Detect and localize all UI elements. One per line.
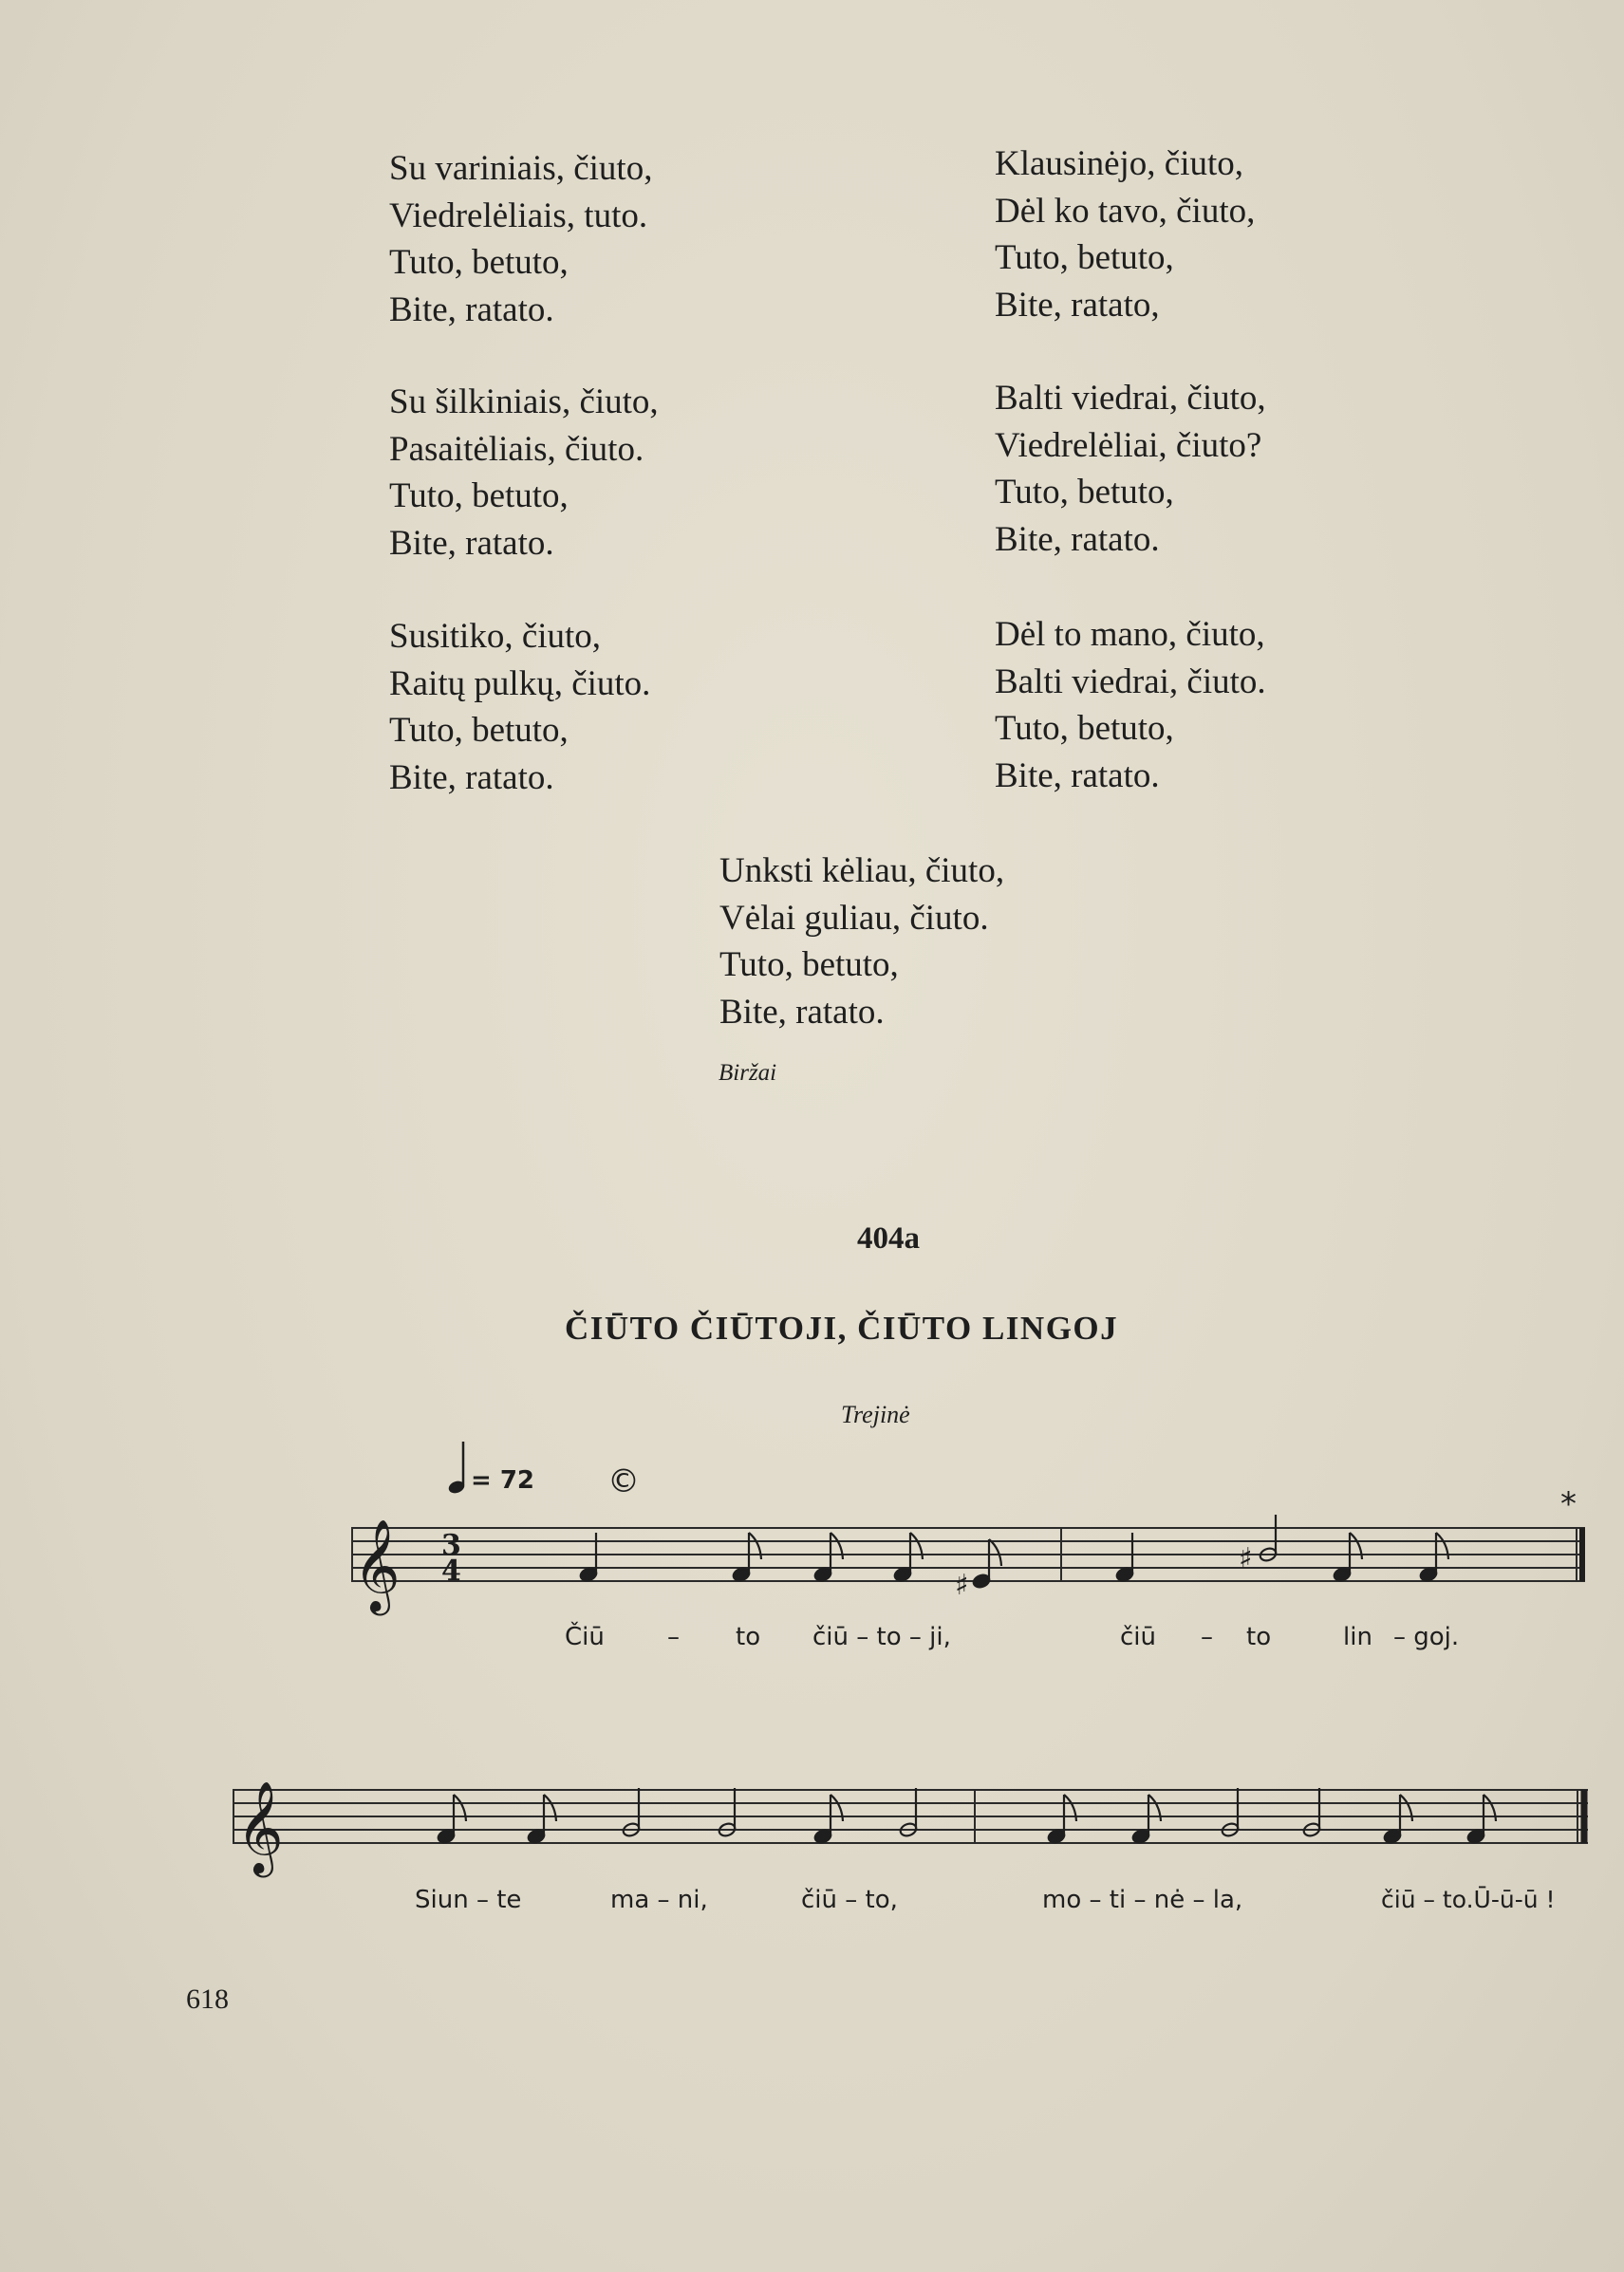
verse-line: Dėl ko tavo, čiuto,: [995, 191, 1256, 231]
verse-line: Bite, ratato.: [719, 992, 885, 1032]
verse-line: Balti viedrai, čiuto,: [995, 379, 1266, 418]
verse-line: Bite, ratato.: [389, 523, 554, 563]
stanza-left-2: [389, 379, 659, 567]
time-signature-top: 3: [441, 1529, 461, 1562]
song-subtitle: Trejinė: [841, 1401, 910, 1428]
stanza-left-1: [389, 145, 652, 333]
lyric-syllable: lin: [1343, 1623, 1372, 1651]
lyric-syllable: to: [1246, 1623, 1272, 1651]
music-staff-2: [233, 1771, 1590, 1875]
verse-line: Raitų pulkų, čiuto.: [389, 663, 651, 703]
place-of-origin: Biržai: [719, 1060, 777, 1086]
verse-line: Balti viedrai, čiuto.: [995, 661, 1266, 701]
lyric-syllable: ma – ni,: [610, 1886, 708, 1914]
music-staff-1: [351, 1509, 1585, 1613]
lyric-syllable: mo – ti – nė – la,: [1042, 1886, 1243, 1914]
sharp-icon: ♯: [955, 1569, 969, 1602]
quarter-note-icon: [446, 1440, 469, 1497]
lyric-syllable: – goj.: [1393, 1623, 1460, 1651]
lyric-hyphen: –: [667, 1623, 680, 1651]
verse-line: Susitiko, čiuto,: [389, 617, 602, 656]
verse-line: Tuto, betuto,: [389, 711, 569, 750]
song-number: 404a: [857, 1221, 920, 1256]
song-title: ČIŪTO ČIŪTOJI, ČIŪTO LINGOJ: [565, 1310, 1119, 1347]
stanza-center: [719, 847, 1004, 1035]
lyric-syllable: Čiū: [565, 1623, 605, 1651]
verse-line: Unksti kėliau, čiuto,: [719, 851, 1005, 890]
sharp-icon: ♯: [1239, 1542, 1253, 1575]
verse-line: Klausinėjo, čiuto,: [995, 144, 1244, 183]
verse-line: Tuto, betuto,: [719, 945, 899, 984]
verse-line: Tuto, betuto,: [995, 473, 1174, 512]
verse-line: Su šilkiniais, čiuto,: [389, 382, 659, 421]
lyric-syllable: čiū: [1120, 1623, 1156, 1651]
lyric-syllable: to: [736, 1623, 761, 1651]
verse-line: Viedrelėliai, čiuto?: [995, 425, 1262, 465]
verse-line: Tuto, betuto,: [995, 709, 1174, 748]
verse-line: Bite, ratato.: [995, 519, 1160, 559]
verse-line: Pasaitėliais, čiuto.: [389, 429, 644, 469]
lyric-syllable: Siun – te: [415, 1886, 522, 1914]
time-signature-bottom: 4: [441, 1555, 461, 1588]
verse-line: Bite, ratato.: [389, 289, 554, 329]
treble-clef-icon: 𝄞: [353, 1518, 401, 1611]
verse-line: Vėlai guliau, čiuto.: [719, 898, 989, 938]
copyright-mark: ©: [607, 1462, 640, 1500]
treble-clef-icon: 𝄞: [236, 1780, 284, 1873]
stanza-right-1: [995, 140, 1255, 328]
verse-line: Bite, ratato,: [995, 285, 1160, 325]
footnote-asterisk: *: [1560, 1485, 1577, 1523]
lyric-syllable: čiū – to,: [801, 1886, 898, 1914]
lyric-syllable: čiū – to.Ū-ū-ū !: [1381, 1886, 1556, 1913]
verse-line: Bite, ratato.: [995, 755, 1160, 795]
lyric-hyphen: –: [1201, 1623, 1213, 1651]
page-number: 618: [186, 1983, 229, 2015]
verse-line: Bite, ratato.: [389, 757, 554, 797]
verse-line: Tuto, betuto,: [389, 243, 569, 282]
stanza-right-3: [995, 611, 1266, 799]
stanza-right-2: [995, 375, 1266, 563]
lyric-syllable: čiū – to – ji,: [812, 1623, 951, 1651]
verse-line: Viedrelėliais, tuto.: [389, 196, 648, 235]
verse-line: Tuto, betuto,: [995, 238, 1174, 277]
tempo-marking: = 72: [471, 1466, 535, 1495]
verse-line: Tuto, betuto,: [389, 476, 569, 515]
verse-line: Dėl to mano, čiuto,: [995, 615, 1265, 654]
stanza-left-3: [389, 613, 650, 801]
verse-line: Su variniais, čiuto,: [389, 149, 653, 188]
